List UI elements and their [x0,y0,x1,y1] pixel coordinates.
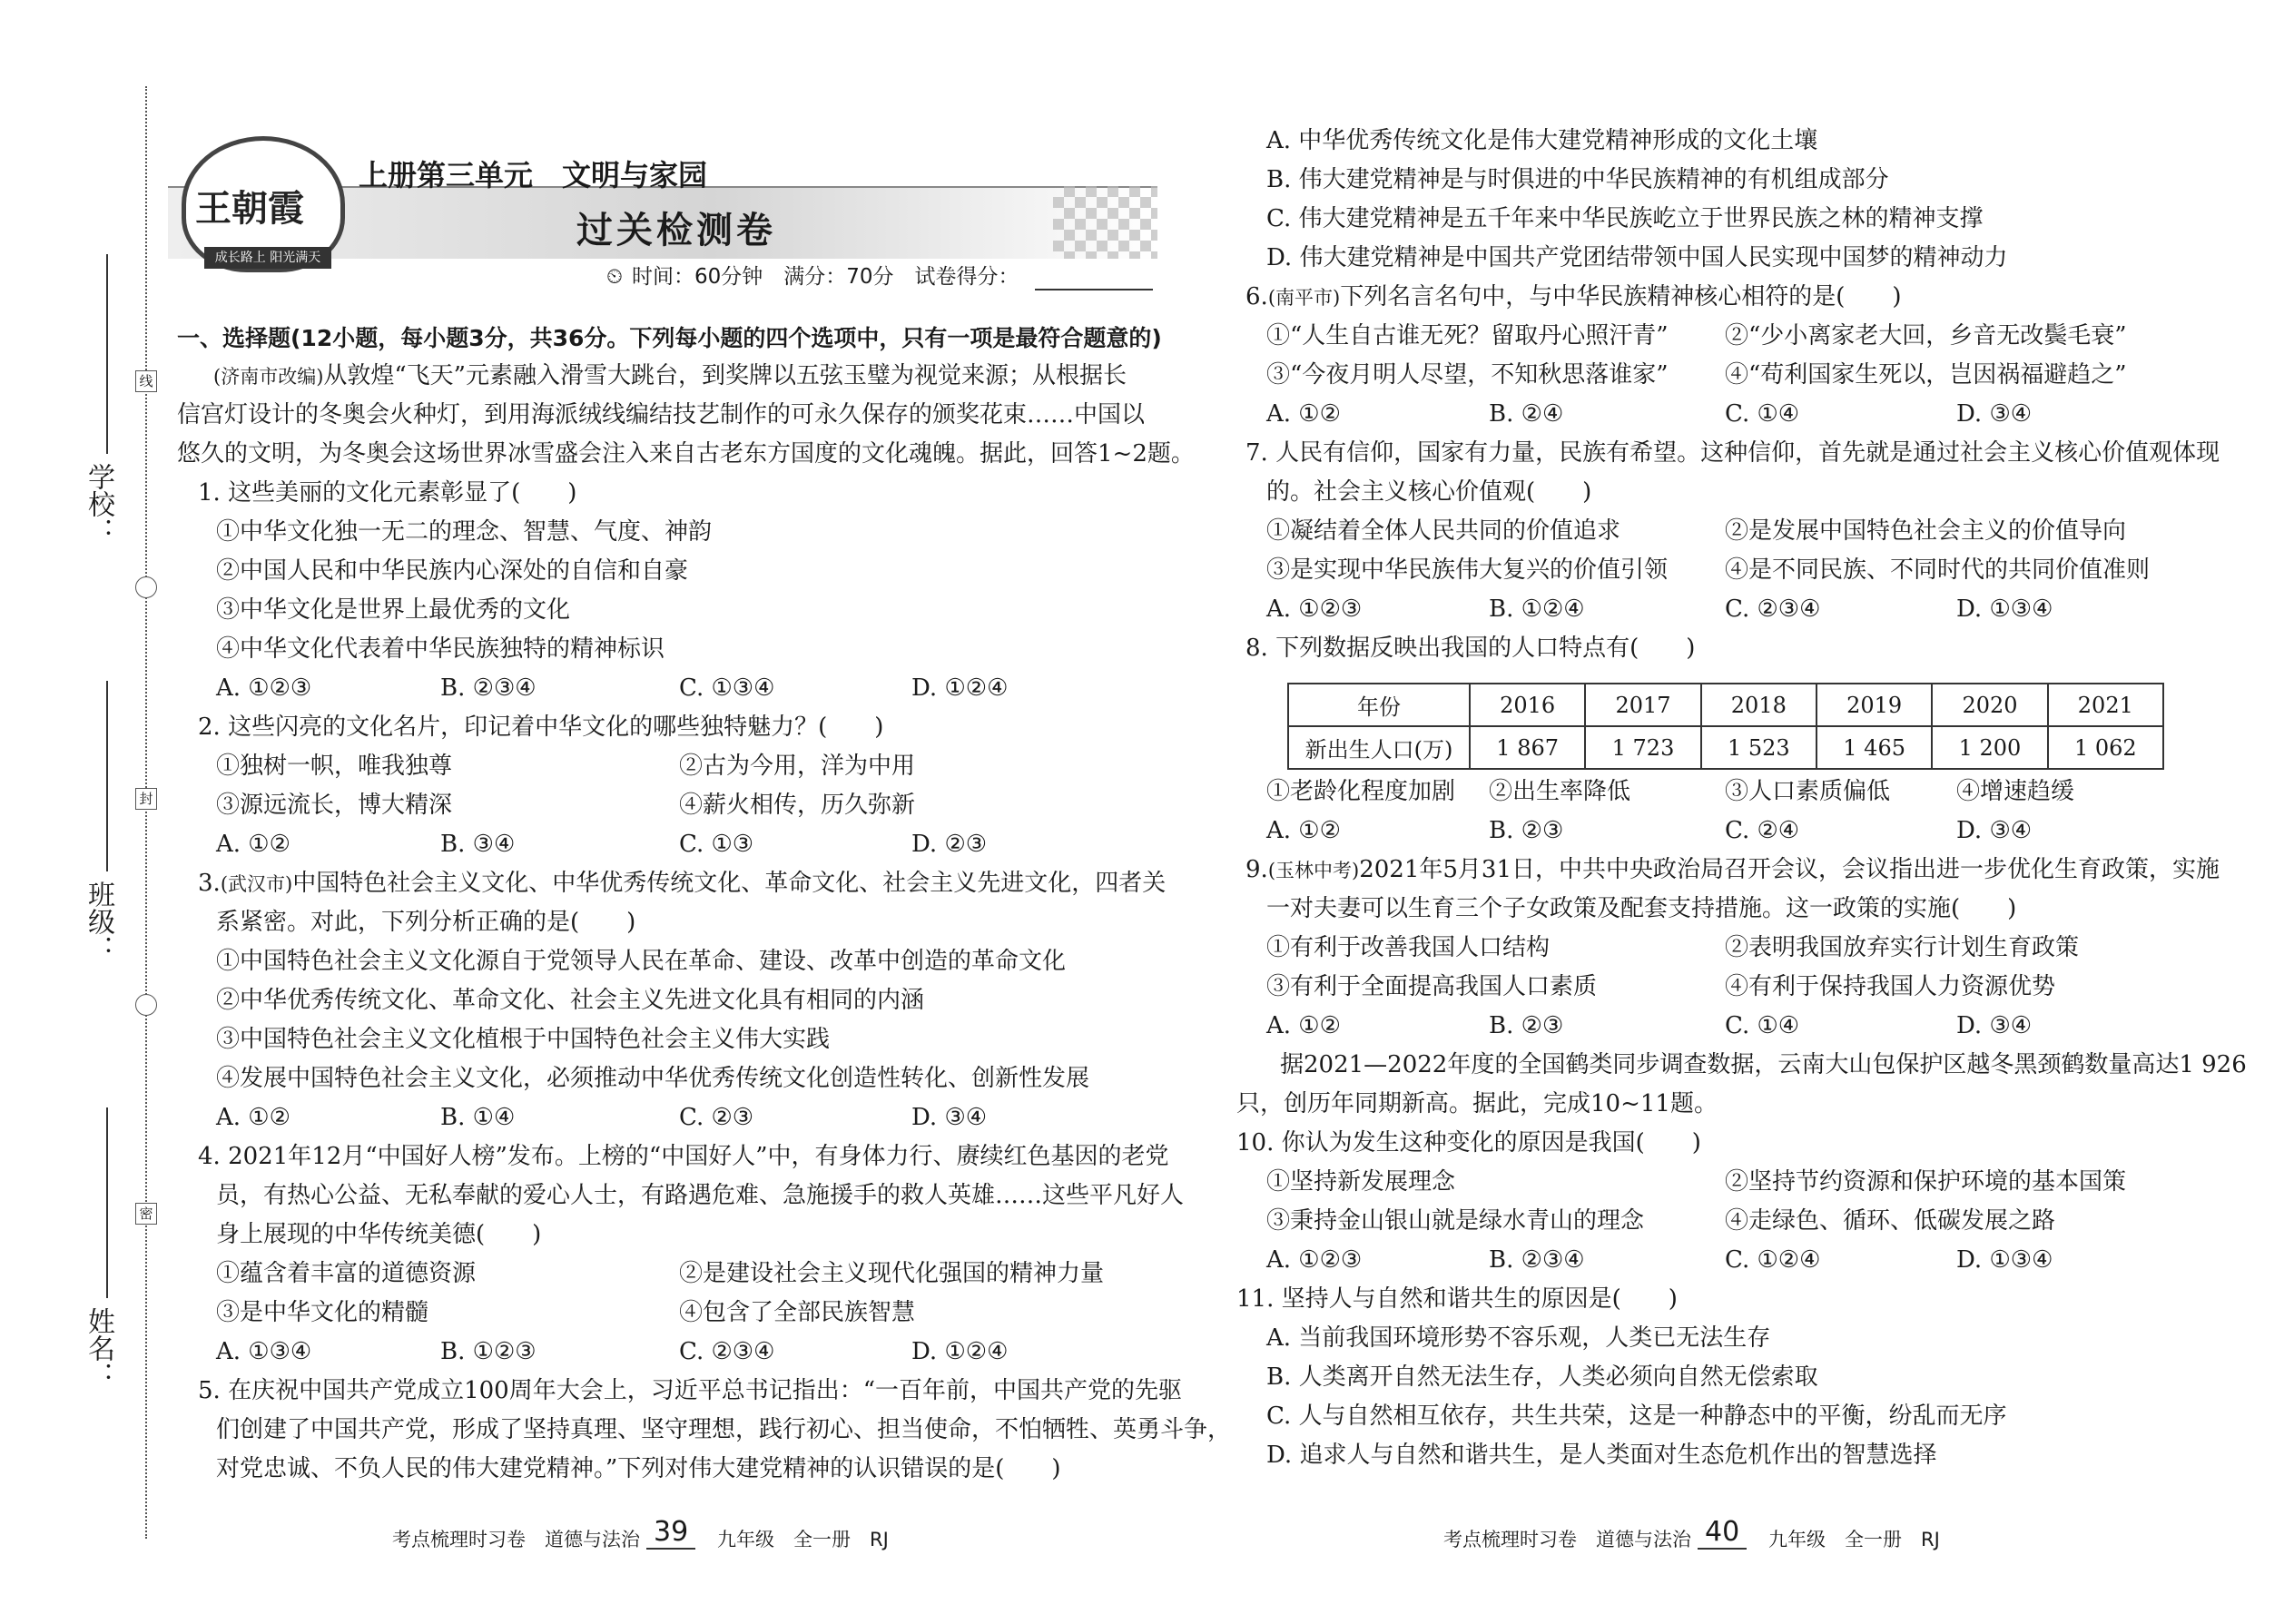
question-stem: 4. 2021年12月“中国好人榜”发布。上榜的“中国好人”中，有身体力行、赓续红色基因的老党 [198,1143,1169,1170]
answer-choice[interactable]: A. ①② [1266,817,1341,844]
question-stem: 2021年5月31日，中共中央政治局召开会议，会议指出进一步优化生育政策，实施 [1359,856,2220,883]
statement-option: ③中华文化是世界上最优秀的文化 [216,596,571,624]
footer-grade: 九年级 全一册 RJ [1768,1529,1940,1550]
answer-choice[interactable]: D. ②③ [911,831,988,858]
answer-choice[interactable]: D. ③④ [1956,817,2033,844]
answer-choice[interactable]: B. ③④ [440,831,516,858]
statement-option: ④包含了全部民族智慧 [679,1299,916,1326]
answer-choice[interactable]: D. ①②④ [911,674,1009,702]
statement-option: ④增速趋缓 [1956,778,2075,805]
name-line [106,1107,108,1298]
question-stem: 8. 下列数据反映出我国的人口特点有( ) [1245,635,1696,662]
statement-option: ①中华文化独一无二的理念、智慧、气度、神韵 [216,518,713,546]
population-table [1287,683,2164,770]
footer-series: 考点梳理时习卷 道德与法治 [392,1529,640,1550]
question-stem: 7. 人民有信仰，国家有力量，民族有希望。这种信仰，首先就是通过社会主义核心价值观体现 [1245,439,2220,467]
intro-text: 信宫灯设计的冬奥会火种灯，到用海派绒线编结技艺制作的可永久保存的颁奖花束……中国以 [177,401,1146,428]
question-stem: 中国特色社会主义文化、中华优秀传统文化、革命文化、社会主义先进文化，四者关 [292,870,1167,897]
statement-option: ④走绿色、循环、低碳发展之路 [1725,1207,2056,1235]
statement-option: ③是中华文化的精髓 [216,1299,429,1326]
seal-mark-line: 线 [135,370,157,392]
margin-circle-1 [135,576,157,598]
statement-option: ②坚持节约资源和保护环境的基本国策 [1725,1168,2127,1196]
statement-option: ②表明我国放弃实行计划生育政策 [1725,934,2080,961]
class-line [106,681,108,871]
statement-option: ④中华文化代表着中华民族独特的精神标识 [216,635,665,663]
name-label: 姓名： [83,1307,114,1389]
table-cell: 2019 [1816,684,1932,726]
statement-option: ③是实现中华民族伟大复兴的价值引领 [1266,556,1669,584]
statement-option: ①老龄化程度加剧 [1266,778,1456,805]
statement-option: ③中国特色社会主义文化植根于中国特色社会主义伟大实践 [216,1026,831,1053]
statement-option: ①坚持新发展理念 [1266,1168,1456,1196]
answer-choice[interactable]: A. ①②③ [1266,595,1363,623]
table-cell: 2018 [1701,684,1816,726]
footer-grade: 九年级 全一册 RJ [717,1529,889,1550]
answer-choice[interactable]: C. ②③④ [679,1338,775,1365]
statement-option: ④有利于保持我国人力资源优势 [1725,973,2056,1000]
intro-text: 从敦煌“飞天”元素融入滑雪大跳台，到奖牌以五弦玉璧为视觉来源；从根据长 [323,362,1127,389]
statement-option: ③有利于全面提高我国人口素质 [1266,973,1598,1000]
statement-option: ③源远流长，博大精深 [216,792,453,819]
answer-choice[interactable]: C. 伟大建党精神是五千年来中华民族屹立于世界民族之林的精神支撑 [1266,205,1984,232]
source-tag: (南平市) [1267,287,1341,309]
exam-meta: 时间：60分钟 满分：70分 试卷得分： [632,265,1019,289]
answer-choice[interactable]: D. 追求人与自然和谐共生，是人类面对生态危机作出的智慧选择 [1266,1442,1937,1469]
question-stem: 5. 在庆祝中国共产党成立100周年大会上，习近平总书记指出：“一百年前，中国共产党的先驱 [198,1377,1182,1404]
answer-choice[interactable]: B. 人类离开自然无法生存，人类必须向自然无偿索取 [1266,1363,1818,1391]
section-heading: 一、选择题(12小题，每小题3分，共36分。下列每小题的四个选项中，只有一项是最符合题意的) [177,325,1162,351]
exam-title: 过关检测卷 [576,210,776,251]
statement-option: ④是不同民族、不同时代的共同价值准则 [1725,556,2151,584]
statement-option: ①中国特色社会主义文化源自于党领导人民在革命、建设、改革中创造的革命文化 [216,948,1067,975]
question-stem: 10. 你认为发生这种变化的原因是我国( ) [1236,1129,1701,1156]
question-stem: 下列名言名句中，与中华民族精神核心相符的是( ) [1340,283,1902,310]
answer-choice[interactable]: C. ①②④ [1725,1246,1821,1274]
table-cell: 2021 [2048,684,2163,726]
answer-choice[interactable]: C. ①③ [679,831,754,858]
answer-choice[interactable]: D. ③④ [1956,1012,2033,1039]
question-number: 3. [198,870,221,897]
table-header-cell: 新出生人口(万) [1288,726,1470,769]
table-row [1288,684,2163,726]
answer-choice[interactable]: B. ①②④ [1489,595,1585,623]
table-cell: 1 723 [1585,726,1700,769]
source-tag: (玉林中考) [1267,860,1360,881]
answer-choice[interactable]: A. ①② [216,831,290,858]
answer-choice[interactable]: C. ①③④ [679,674,775,702]
answer-choice[interactable]: B. ②③ [1489,1012,1564,1039]
statement-option: ②“少小离家老大回，乡音无改鬓毛衰” [1725,322,2127,349]
statement-option: ②出生率降低 [1489,778,1631,805]
class-label: 班级： [83,881,114,962]
answer-choice[interactable]: A. ①②③ [216,674,312,702]
statement-option: ②中国人民和中华民族内心深处的自信和自豪 [216,557,689,585]
statement-option: ①凝结着全体人民共同的价值追求 [1266,517,1621,545]
intro-text: 据2021—2022年度的全国鹤类同步调查数据，云南大山包保护区越冬黑颈鹤数量高达1 926 [1280,1051,2247,1078]
answer-choice[interactable]: C. 人与自然相互依存，共生共荣，这是一种静态中的平衡，纷乱而无序 [1266,1403,2007,1430]
table-row [1288,726,2163,769]
brand-logo-text: 王朝霞 [195,187,304,230]
statement-option: ①“人生自古谁无死？留取丹心照汗青” [1266,322,1669,349]
answer-choice[interactable]: D. ③④ [911,1104,988,1131]
answer-choice[interactable]: B. 伟大建党精神是与时俱进的中华民族精神的有机组成部分 [1266,166,1889,193]
answer-choice[interactable]: C. ②③④ [1725,595,1821,623]
answer-choice[interactable]: D. ①②④ [911,1338,1009,1365]
answer-choice[interactable]: C. ①④ [1725,1012,1800,1039]
table-cell: 1 523 [1701,726,1816,769]
question-stem: 2. 这些闪亮的文化名片，印记着中华文化的哪些独特魅力？( ) [198,714,884,741]
margin-circle-2 [135,994,157,1016]
statement-option: ③人口素质偏低 [1725,778,1891,805]
answer-choice[interactable]: A. ①② [1266,400,1341,428]
school-label: 学校： [83,463,114,545]
question-stem: 身上展现的中华传统美德( ) [216,1221,542,1248]
table-cell: 1 867 [1470,726,1585,769]
seal-mark-seal: 封 [135,788,157,810]
answer-choice[interactable]: B. ①④ [440,1104,516,1131]
statement-option: ①有利于改善我国人口结构 [1266,934,1551,961]
footer-series: 考点梳理时习卷 道德与法治 [1443,1529,1691,1550]
answer-choice[interactable]: B. ②③ [1489,817,1564,844]
answer-choice[interactable]: A. ①② [216,1104,290,1131]
answer-choice[interactable]: A. ①② [1266,1012,1341,1039]
binding-dotted-line [145,86,147,1539]
statement-option: ②中华优秀传统文化、革命文化、社会主义先进文化具有相同的内涵 [216,987,925,1014]
question-stem: 系紧密。对此，下列分析正确的是( ) [216,909,636,936]
question-stem: 一对夫妻可以生育三个子女政策及配套支持措施。这一政策的实施( ) [1266,895,2017,922]
answer-choice[interactable]: A. ①③④ [216,1338,312,1365]
answer-choice[interactable]: B. ②③④ [440,674,537,702]
answer-choice[interactable]: C. ②③ [679,1104,754,1131]
intro-text: 悠久的文明，为冬奥会这场世界冰雪盛会注入来自古老东方国度的文化魂魄。据此，回答1~2题。 [177,440,1195,468]
brand-logo-ribbon: 成长路上 阳光满天 [204,247,331,269]
answer-choice[interactable]: D. ③④ [1956,400,2033,428]
statement-option: ①蕴含着丰富的道德资源 [216,1260,477,1287]
unit-title: 上册第三单元 文明与家园 [359,158,708,192]
question-number: 6. [1245,283,1268,310]
statement-option: ①独树一帜，唯我独尊 [216,753,453,780]
banner-pattern [1053,186,1157,259]
question-stem: 11. 坚持人与自然和谐共生的原因是( ) [1236,1285,1678,1313]
clock-icon: ⏲ [606,265,623,289]
page-number: 40 [1698,1516,1747,1550]
question-stem: 们创建了中国共产党，形成了坚持真理、坚守理想，践行初心、担当使命，不怕牺牲、英勇斗争， [216,1416,1232,1443]
question-stem: 的。社会主义核心价值观( ) [1266,478,1592,506]
question-number: 9. [1245,856,1268,883]
answer-choice[interactable]: A. ①②③ [1266,1246,1363,1274]
answer-choice[interactable]: C. ①④ [1725,400,1800,428]
table-cell: 1 200 [1932,726,2047,769]
school-line [106,254,108,454]
question-stem: 1. 这些美丽的文化元素彰显了( ) [198,479,577,507]
answer-choice[interactable]: D. 伟大建党精神是中国共产党团结带领中国人民实现中国梦的精神动力 [1266,244,2008,271]
answer-choice[interactable]: A. 当前我国环境形势不容乐观，人类已无法生存 [1266,1324,1771,1352]
table-cell: 1 465 [1816,726,1932,769]
statement-option: ④发展中国特色社会主义文化，必须推动中华优秀传统文化创造性转化、创新性发展 [216,1065,1090,1092]
source-tag: (武汉市) [220,873,293,895]
score-blank[interactable] [1035,289,1153,290]
statement-option: ④薪火相传，历久弥新 [679,792,916,819]
table-cell: 1 062 [2048,726,2163,769]
statement-option: ②古为今用，洋为中用 [679,753,916,780]
answer-choice[interactable]: D. ①③④ [1956,595,2053,623]
answer-choice[interactable]: D. ①③④ [1956,1246,2053,1274]
table-cell: 2017 [1585,684,1700,726]
statement-option: ③秉持金山银山就是绿水青山的理念 [1266,1207,1645,1235]
answer-choice[interactable]: B. ①②③ [440,1338,537,1365]
seal-mark-sealed: 密 [135,1203,157,1225]
answer-choice[interactable]: B. ②④ [1489,400,1564,428]
question-stem: 员，有热心公益、无私奉献的爱心人士，有路遇危难、急施援手的救人英雄……这些平凡好人 [216,1182,1185,1209]
answer-choice[interactable]: C. ②④ [1725,817,1800,844]
answer-choice[interactable]: B. ②③④ [1489,1246,1585,1274]
table-cell: 2016 [1470,684,1585,726]
statement-option: ②是建设社会主义现代化强国的精神力量 [679,1260,1105,1287]
source-tag: (济南市改编) [213,366,324,388]
page-number: 39 [646,1516,695,1550]
statement-option: ③“今夜月明人尽望，不知秋思落谁家” [1266,361,1669,389]
table-header-cell: 年份 [1288,684,1470,726]
table-cell: 2020 [1932,684,2047,726]
statement-option: ④“苟利国家生死以，岂因祸福避趋之” [1725,361,2127,389]
answer-choice[interactable]: A. 中华优秀传统文化是伟大建党精神形成的文化土壤 [1266,127,1818,154]
statement-option: ②是发展中国特色社会主义的价值导向 [1725,517,2127,545]
question-stem: 对党忠诚、不负人民的伟大建党精神。”下列对伟大建党精神的认识错误的是( ) [216,1455,1061,1482]
intro-text: 只，创历年同期新高。据此，完成10~11题。 [1236,1090,1718,1117]
